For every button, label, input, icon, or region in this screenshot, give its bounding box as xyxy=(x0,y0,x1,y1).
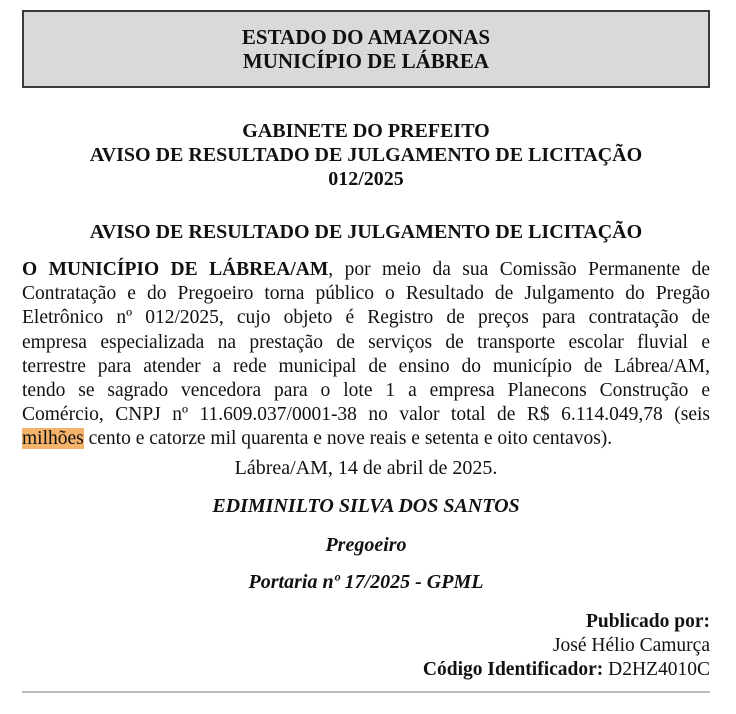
identifier-label: Código Identificador: xyxy=(422,659,604,680)
signer-role: Pregoeiro xyxy=(325,534,407,556)
body-line-2: Contratação e do Pregoeiro torna público o Resultado de Julgamento do Pregão xyxy=(22,283,710,305)
header-box xyxy=(22,10,710,88)
published-by-name: José Hélio Camurça xyxy=(552,635,710,656)
body-line-8: milhões cento e catorze mil quarenta e nove reais e setenta e oito centavos). xyxy=(22,428,613,450)
signer-portaria: Portaria nº 17/2025 - GPML xyxy=(248,571,484,593)
notice-number: 012/2025 xyxy=(328,168,404,190)
signer-name: EDIMINILTO SILVA DOS SANTOS xyxy=(212,495,520,517)
office-title: GABINETE DO PREFEITO xyxy=(242,120,490,142)
document-heading xyxy=(22,119,710,191)
notice-title: AVISO DE RESULTADO DE JULGAMENTO DE LICITAÇÃO xyxy=(89,144,643,166)
publication-info xyxy=(423,610,710,682)
body-line-4: empresa especializada na prestação de serviços de transporte escolar fluvial e xyxy=(22,331,710,353)
highlighted-word: milhões xyxy=(22,428,84,450)
entity-name: O MUNICÍPIO DE LÁBREA/AM xyxy=(22,259,329,280)
published-by-label: Publicado por: xyxy=(585,611,710,632)
state-title: ESTADO DO AMAZONAS xyxy=(241,25,491,49)
identifier-code: D2HZ4010C xyxy=(608,659,710,680)
identifier-line xyxy=(423,658,710,682)
notice-body xyxy=(22,258,710,452)
date-line: Lábrea/AM, 14 de abril de 2025. xyxy=(234,457,498,479)
bottom-divider xyxy=(22,691,710,693)
body-line-7: Comércio, CNPJ nº 11.609.037/0001-38 no valor total de R$ 6.114.049,78 (seis xyxy=(22,404,710,426)
body-line-5: terrestre para atender a rede municipal de ensino do município de Lábrea/AM, xyxy=(22,355,710,377)
municipality-title: MUNICÍPIO DE LÁBREA xyxy=(242,49,490,73)
section-title: AVISO DE RESULTADO DE JULGAMENTO DE LICITAÇÃO xyxy=(89,221,643,243)
body-line-6: tendo se sagrado vencedora para o lote 1 a empresa Planecons Construção e xyxy=(22,380,710,402)
body-line-3: Eletrônico nº 012/2025, cujo objeto é Registro de preços para contratação de xyxy=(22,307,710,329)
body-line-1: O MUNICÍPIO DE LÁBREA/AM, por meio da sua Comissão Permanente de xyxy=(22,259,710,280)
